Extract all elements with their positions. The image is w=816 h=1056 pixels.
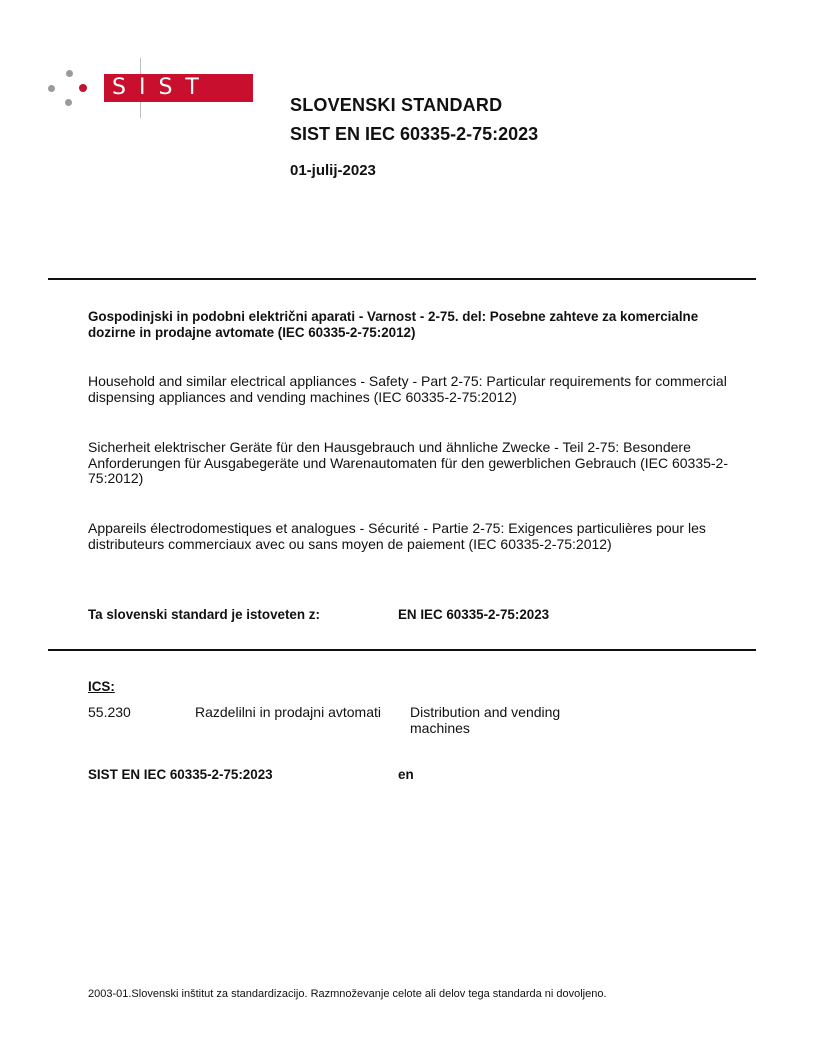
logo-text: SIST	[104, 74, 253, 102]
title-slovenian: Gospodinjski in podobni električni aparati - Varnost - 2-75. del: Posebne zahteve za komercialne dozirne in prodajne avtomate (IEC 60335-2-75:2012)	[88, 309, 699, 340]
identical-value: EN IEC 60335-2-75:2023	[398, 607, 550, 622]
ics-description-en: Distribution and vending machines	[410, 704, 561, 736]
ics-heading: ICS:	[88, 679, 115, 694]
divider-bottom	[48, 649, 756, 651]
sist-logo	[48, 58, 212, 120]
identical-label: Ta slovenski standard je istoveten z:	[88, 607, 320, 622]
ics-code: 55.230	[88, 704, 131, 720]
title-french: Appareils électrodomestiques et analogues - Sécurité - Partie 2-75: Exigences particulières pour les distributeurs commerciaux avec ou sans moyen de paiement (IEC 60335-2-75:2012)	[88, 520, 706, 552]
footer-language: en	[398, 767, 414, 782]
ics-description-sl: Razdelilni in prodajni avtomati	[195, 704, 381, 720]
title-english: Household and similar electrical appliances - Safety - Part 2-75: Particular requirements for commercial dispensing appliances and vending machines (IEC 60335-2-75:2012)	[88, 373, 727, 405]
footer-standard-code: SIST EN IEC 60335-2-75:2023	[88, 767, 273, 782]
divider-top	[48, 278, 756, 280]
copyright-notice: 2003-01.Slovenski inštitut za standardizacijo. Razmnoževanje celote ali delov tega standarda ni dovoljeno.	[88, 988, 607, 1000]
standard-type: SLOVENSKI STANDARD	[290, 95, 503, 115]
title-german: Sicherheit elektrischer Geräte für den Hausgebrauch und ähnliche Zwecke - Teil 2-75: Besondere Anforderungen für Ausgabegeräte und Warenautomaten für den gewerblichen Gebrauch (IEC 60335-2-75:2012)	[88, 439, 729, 486]
standard-date: 01-julij-2023	[290, 162, 376, 179]
standard-code: SIST EN IEC 60335-2-75:2023	[290, 124, 539, 144]
